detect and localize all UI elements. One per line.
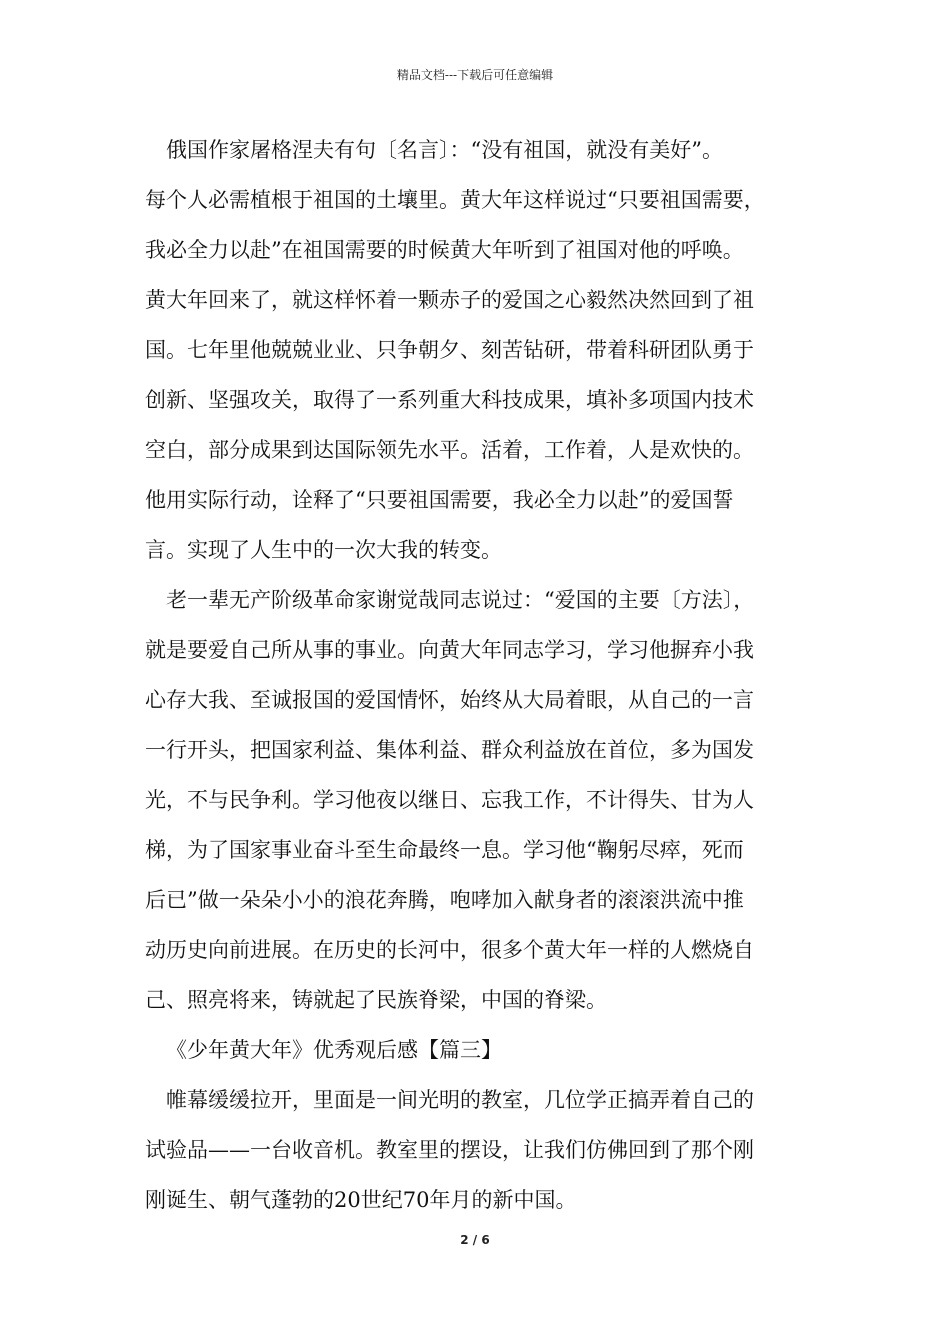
- text-line: 梯，为了国家事业奋斗至生命最终一息。学习他“鞠躬尽瘁，死而: [145, 838, 744, 862]
- text-line: 空白，部分成果到达国际领先水平。活着，工作着，人是欢快的。: [145, 438, 754, 462]
- text-line: 光，不与民争利。学习他夜以继日、忘我工作，不计得失、甘为人: [145, 788, 754, 812]
- page-header: 精品文档---下载后可任意编辑: [396, 68, 554, 82]
- text-line: 言。实现了人生中的一次大我的转变。: [145, 538, 502, 562]
- section-heading: 《少年黄大年》优秀观后感【篇三】: [166, 1038, 502, 1062]
- text-line: 黄大年回来了，就这样怀着一颗赤子的爱国之心毅然决然回到了祖: [145, 288, 754, 312]
- page-number: 2 / 6: [460, 1233, 490, 1247]
- text-line: 就是要爱自己所从事的事业。向黄大年同志学习，学习他摒弃小我: [145, 638, 754, 662]
- text-line: 每个人必需植根于祖国的土壤里。黄大年这样说过“只要祖国需要，: [145, 188, 765, 212]
- text-line: 国。七年里他兢兢业业、只争朝夕、刻苦钻研，带着科研团队勇于: [145, 338, 754, 362]
- text-line: 试验品——一台收音机。教室里的摆设，让我们仿佛回到了那个刚: [145, 1138, 754, 1162]
- document-body: [145, 125, 835, 1225]
- text-line: 后已”做一朵朵小小的浪花奔腾，咆哮加入献身者的滚滚洪流中推: [145, 888, 744, 912]
- text-line: 我必全力以赴”在祖国需要的时候黄大年听到了祖国对他的呼唤。: [145, 238, 744, 262]
- text-line: 刚诞生、朝气蓬勃的20世纪70年月的新中国。: [145, 1188, 577, 1212]
- text-line: 一行开头，把国家利益、集体利益、群众利益放在首位，多为国发: [145, 738, 754, 762]
- text-line: 心存大我、至诚报国的爱国情怀，始终从大局着眼，从自己的一言: [145, 688, 754, 712]
- text-line: 动历史向前进展。在历史的长河中，很多个黄大年一样的人燃烧自: [145, 938, 754, 962]
- text-line: 俄国作家屠格涅夫有句〔名言〕：“没有祖国，就没有美好”。: [166, 138, 723, 162]
- text-line: 己、照亮将来，铸就起了民族脊梁，中国的脊梁。: [145, 988, 607, 1012]
- text-line: 他用实际行动，诠释了“只要祖国需要，我必全力以赴”的爱国誓: [145, 488, 734, 512]
- text-line: 帷幕缓缓拉开，里面是一间光明的教室，几位学正搞弄着自己的: [166, 1088, 754, 1112]
- text-line: 老一辈无产阶级革命家谢觉哉同志说过：“爱国的主要〔方法〕，: [166, 588, 755, 612]
- text-line: 创新、坚强攻关，取得了一系列重大科技成果，填补多项国内技术: [145, 388, 754, 412]
